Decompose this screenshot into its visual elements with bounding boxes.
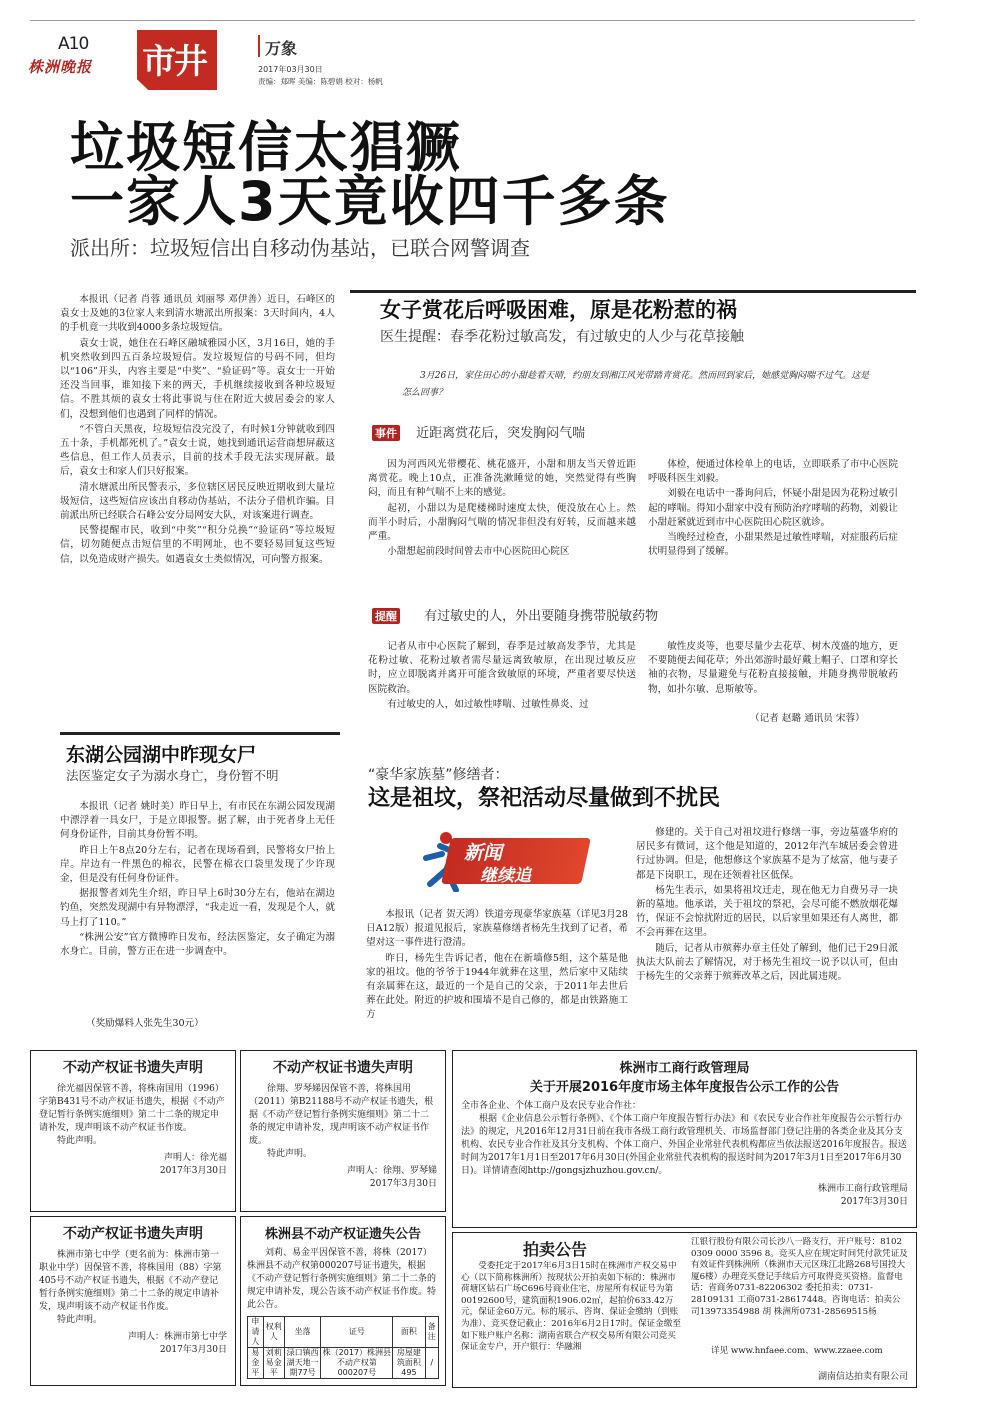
- pollen-col-4: [648, 640, 898, 712]
- tomb-kicker: “豪华家族墓”修缮者：: [368, 767, 509, 783]
- pollen-section-1-heading: 近距离赏花后，突发胸闷气喘: [416, 426, 586, 441]
- tomb-paragraph: 随后，记者从市殡葬办章主任处了解到，他们已于29日派执法大队前去了解情况，对于杨先生祖坟一说予以认可，但由于杨先生的父亲葬于殡葬改革之后，因此属违规。: [636, 942, 898, 983]
- lake-footer: （奖励爆料人张先生30元）: [86, 1018, 204, 1029]
- notice-end: 特此声明。: [267, 1149, 313, 1159]
- table-cell: /: [425, 1348, 438, 1379]
- pollen-paragraph: 因为河西风光带樱花、桃花盛开，小甜和朋友当天曾近距离赏花。晚上10点，正准备洗漱睡觉的她，突然觉得有些胸闷，而且有种气喘不上来的感觉。: [368, 459, 636, 499]
- table-header: 坐落: [284, 1317, 321, 1348]
- lake-paragraph: 昨日上午8点20分左右，记者在现场看到，民警将女尸抬上岸。岸边有一件黑色的棉衣，民警在棉衣口袋里发现了少许现金，但是没有任何身份证件。: [60, 844, 335, 885]
- aic-salute: 全市各企业、个体工商户及农民专业合作社：: [461, 1101, 642, 1111]
- pollen-paragraph: 有过敏史的人，如过敏性哮喘、过敏性鼻炎、过: [387, 698, 589, 710]
- auction-left: 受委托定于2017年6月3日15时在株洲市产权交易中心（以下简称株洲所）按现状公开拍卖如下标的：株洲市荷塘区钻石广场C696号商业住宅，房屋所有权证号为第00192600号，建筑面积1906.02㎡，起拍价633.42万元，保证金60万元。标的展示、咨询、保证金缴纳（到账为准）、竞买登记截止：2016年6月2日17时。保证金缴至如下账户账户名称：湖南省联合产权交易所有限公司竞买保证金专户，开户银行：华融湘: [461, 1261, 681, 1353]
- auction-title: 拍卖公告: [523, 1240, 588, 1259]
- pollen-paragraph: 当晚经过检查，小甜果然是过敏性哮喘，对症服药后症状明显得到了缓解。: [648, 532, 898, 558]
- notice-loss-2: [240, 1050, 446, 1212]
- notice-title: 不动产权证书遗失声明: [273, 1060, 413, 1076]
- lake-paragraph: “株洲公安”官方微博昨日发布，经法医鉴定，女子确定为溺水身亡。目前，警方正在进一步调查中。: [60, 931, 335, 958]
- lead-paragraph: 清水塘派出所民警表示，多位辖区居民反映近期收到大量垃圾短信，这些短信应该出自移动伪基站，不法分子借机诈骗。目前派出所已经联合石峰公安分局网安大队，对该案进行调查。: [60, 481, 335, 522]
- tomb-paragraph: 修建的。关于自己对祖坟进行修缮一事，旁边墓盛华府的居民多有微词，这个他是知道的，2012年汽车城居委会曾进行过协调。但是，他想修这个家族墓不是为了炫富，他与妻子都是下岗职工，现在还领着社区低保。: [636, 827, 898, 881]
- pollen-paragraph: 记者从市中心医院了解到，春季是过敏高发季节，尤其是花粉过敏、花粉过敏者需尽量远离致敏原，在出现过敏反应时，应立即脱离并离开可能含致敏原的环境，严重者要尽快送医院救治。: [368, 641, 636, 695]
- auction-sites: 详见 www.hnfaee.com、www.zzaee.com: [711, 1346, 883, 1356]
- table-header: 证号: [321, 1317, 393, 1348]
- table-cell: 渌口镇西湖天地一期77号: [284, 1348, 321, 1379]
- table-cell: 株（2017）株洲县不动产权第000207号: [322, 1348, 392, 1377]
- auction-notice: [452, 1232, 917, 1388]
- tomb-headline: 这是祖坟，祭祀活动尽量做到不扰民: [368, 786, 721, 811]
- notice-date: 2017年3月30日: [159, 1345, 227, 1355]
- pollen-paragraph: 体检，便通过体检单上的电话，立即联系了市中心医院呼吸科医生刘毅。: [648, 459, 898, 485]
- tomb-paragraph: 杨先生表示，如果将祖坟迁走，现在他无力自费另寻一块新的墓地。他承诺，关于祖坟的祭祀，会尽可能不燃放烟花爆竹，保证不会惊扰附近的居民，以后家里如果还有人离世，都不会再葬在这里。: [636, 884, 898, 939]
- lake-subheadline: 法医鉴定女子为溺水身亡，身份暂不明: [66, 768, 279, 783]
- staff-line: 责编：郑晖 美编：陈碧娟 校对：杨帆: [258, 77, 383, 86]
- aic-notice: [452, 1050, 917, 1228]
- table-cell: 易金平: [248, 1348, 264, 1379]
- notice-body: 徐翔、罗琴娣因保管不善，将株国用（2011）第B21188号不动产权证书遗失，根据《不动产登记暂行条例实施细则》第二十二条的规定申请补发，现声明该不动产权证书作废。: [249, 1084, 434, 1146]
- notice-signer: 声明人：徐光福: [163, 1153, 227, 1163]
- table-header: 备注: [425, 1317, 438, 1348]
- pollen-headline: 女子赏花后呼吸困难，原是花粉惹的祸: [380, 298, 737, 322]
- lead-paragraph: 本报讯（记者 肖蓉 通讯员 刘丽琴 邓伊善）近日，石峰区的袁女士及她的3位家人来到清水塘派出所报案：3天时间内，4人的手机竟一共收到4000多条垃圾短信。: [60, 294, 335, 334]
- pollen-col-1: [368, 458, 636, 588]
- table-header: 面积: [393, 1317, 425, 1348]
- lead-paragraph: 民警提醒市民，收到“中奖”“积分兑换”“验证码”等垃圾短信，切勿随便点击短信里的不明网址，也不要轻易回复这些短信，以免造成财产损失。如遇袁女士类似情况，可向警方报案。: [60, 525, 335, 565]
- lake-paragraph: 本报讯（记者 姚时美）昨日早上，有市民在东湖公园发现湖中漂浮着一具女尸，于是立即报警。据了解，由于死者身上无任何身份证件，目前其身份暂不明。: [60, 801, 335, 841]
- lead-paragraph: 袁女士说，她住在石峰区融城雅园小区，3月16日，她的手机突然收到四五百条垃圾短信。发垃圾短信的号码不同，但均以“106”开头，内容主要是“中奖”、“验证码”等。袁女士一开始还没当回事，谁知接下来的两天，手机继续接收到各种垃圾短信。不胜其烦的袁女士将此事说与住在附近大披居委会的家人们，没想到他们也遇到了同样的情况。: [60, 337, 335, 420]
- table-cell: 房屋建筑面积495: [393, 1348, 425, 1379]
- table-header: 权利人: [263, 1317, 284, 1348]
- aic-date: 2017年3月30日: [840, 1197, 908, 1207]
- notice-loss-3: [30, 1216, 236, 1386]
- lead-paragraph: “不管白天黑夜，垃圾短信没完没了，有时候1分钟就收到四五十条，手机都死机了。”袁女士说，她找到通讯运营商想屏蔽这些信息，但工作人员表示，目前的技术手段无法实现屏蔽。最后，袁女士和家人们只好报案。: [60, 423, 335, 478]
- paper-logo: 株洲晚报: [28, 58, 93, 76]
- pollen-intro: 3月26日，家住田心的小甜趁着天晴，约朋友到湘江风光带踏青赏花。然而回到家后，她感觉胸闷喘不过气。这是怎么回事？: [402, 371, 870, 398]
- notice-end: 特此声明。: [57, 1136, 103, 1146]
- reminder-tag: 提醒: [372, 608, 400, 624]
- notice-end: 特此声明。: [57, 1315, 103, 1325]
- aic-signer: 株洲市工商行政管理局: [817, 1184, 908, 1194]
- badge-line-1: 新闻: [464, 842, 503, 864]
- lead-headline-2: 一家人3天竟收四千多条: [70, 170, 670, 233]
- notice-signer: 声明人：株洲市第七中学: [127, 1332, 227, 1342]
- section-divider: [258, 35, 260, 57]
- section-title: 市井: [142, 42, 206, 82]
- pollen-paragraph: 起初，小甜以为是爬楼梯时速度太快，便没放在心上。然而半小时后，小甜胸闷气喘的情况非但没有好转，反而越来越严重。: [368, 502, 636, 543]
- badge-line-2: 继续追: [480, 866, 531, 886]
- aic-title: 关于开展2016年度市场主体年度报告公示工作的公告: [529, 1080, 840, 1095]
- notice-body: 刘莉、易金平因保管不善，将株（2017）株洲县不动产权第000207号证书遗失，根据《不动产登记暂行条例实施细则》第二十二条的规定申请补发，现公告该不动产权证书作废。特此公告。: [247, 1248, 437, 1310]
- notice-county: [240, 1216, 446, 1386]
- lead-subheadline: 派出所：垃圾短信出自移动伪基站，已联合网警调查: [70, 236, 530, 260]
- news-follow-badge: [416, 828, 586, 892]
- notice-body: 株洲市第七中学（更名前为：株洲市第一职业中学）因保管不善，将株国用（88）字第405号不动产权证书遗失，根据《不动产登记暂行条例实施细则》第二十二条的规定申请补发，现声明该不动产权证书作废。: [39, 1250, 222, 1312]
- table-cell: 刘莉 易金平: [263, 1348, 284, 1379]
- event-tag: 事件: [372, 425, 400, 441]
- auction-right: 江银行股份有限公司长沙八一路支行，开户账号：8102 0309 0000 3596 8。竞买人应在规定时间凭付款凭证及有效证件到株洲所（株洲市天元区珠江北路268号国投大厦6楼）办理竞买登记手续后方可取得竞买资格。监督电话：省商务0731-82206302 委托拍卖：0731-28109131 工商0731-28617448。咨询电话：拍卖公司13973354988 胡 株洲所0731-28569515杨: [691, 1237, 908, 1317]
- pollen-section-2-heading: 有过敏史的人，外出要随身携带脱敏药物: [424, 609, 659, 624]
- pollen-subheadline: 医生提醒：春季花粉过敏高发，有过敏史的人少与花草接触: [380, 329, 744, 345]
- lead-headline-1: 垃圾短信太猖獗: [70, 116, 462, 179]
- lake-paragraph: 据报警者刘先生介绍，昨日早上6时30分左右，他站在湖边钓鱼，突然发现湖中有异物漂浮，“我走近一看，发现是个人，就马上打了110。”: [60, 888, 335, 928]
- notice-title: 株洲县不动产权证遗失公告: [264, 1227, 421, 1242]
- aic-body: 根据《企业信息公示暂行条例》、《个体工商户年度报告暂行办法》和《农民专业合作社年度报告公示暂行办法》的规定，凡2016年12月31日前在我市各级工商行政管理机关、市场监督部门登记注册的各类企业及其分支机构、农民专业合作社及其分支机构、个体工商户、外国企业常驻代表机构都应当依法报送2016年度报告。报送时间为2017年1月1日至2017年6月30日(外国企业常驻代表机构的报送时间为2017年3月1日至2017年6月30日)。详情请查阅http://gongsjzhuzhou.gov.cn/。: [461, 1114, 907, 1176]
- lake-body: [60, 800, 335, 1012]
- auction-signer: 湖南信达拍卖有限公司: [817, 1372, 908, 1382]
- notice-loss-1: [30, 1050, 236, 1212]
- notice-title: 不动产权证书遗失声明: [63, 1226, 203, 1242]
- notice-date: 2017年3月30日: [369, 1179, 437, 1189]
- pollen-section-2: [372, 605, 658, 624]
- notice-body: 徐光福因保管不善，将株南国用（1996）字第B431号不动产权证书遗失，根据《不动产登记暂行条例实施细则》第二十二条的规定申请补发，现声明该不动产权证书作废。: [39, 1084, 225, 1133]
- notice-signer: 声明人：徐翔、罗琴娣: [346, 1166, 437, 1176]
- lake-headline: 东湖公园湖中昨现女尸: [66, 744, 257, 766]
- aic-org: 株洲市工商行政管理局: [619, 1061, 750, 1076]
- pollen-col-2: [648, 458, 898, 588]
- tomb-paragraph: 昨日，杨先生告诉记者，他在在新墙修5组，这个墓是他家的祖坟。他的爷爷于1944年就葬在这里，然后家中又陆续有亲属葬在这，最近的一个是自己的父亲，于2011年去世后葬在此处。附近的护坡和围墙不是自己修的，都是由铁路施工方: [366, 952, 628, 1021]
- tomb-col-2: [636, 826, 898, 1032]
- issue-date: 2017年03月30日: [258, 65, 323, 74]
- pollen-paragraph: 刘毅在电话中一番询问后，怀疑小甜是因为花粉过敏引起的哮喘。得知小甜家中没有预防治疗哮喘的药物，刘毅让小甜赶紧就近到市中心医院田心院区就诊。: [648, 488, 898, 528]
- notice-date: 2017年3月30日: [159, 1166, 227, 1176]
- pollen-col-3: [368, 640, 636, 726]
- pollen-byline: （记者 赵璐 通讯员 宋蓉）: [750, 713, 865, 724]
- tomb-paragraph: 本报讯（记者 贺天鸿）铁道旁现豪华家族墓（详见3月28日A12版）报道见报后，家族墓修缮者杨先生找到了记者，希望对这一事件进行澄清。: [366, 909, 628, 949]
- notice-title: 不动产权证书遗失声明: [63, 1060, 203, 1076]
- pollen-paragraph: 小甜想起前段时间曾去市中心医院田心院区: [387, 546, 570, 558]
- lead-body: [60, 293, 335, 673]
- pollen-section-1: [372, 422, 585, 441]
- tomb-col-1: [366, 908, 628, 1034]
- pollen-paragraph: 敏性皮炎等，也要尽量少去花草、树木茂盛的地方，更不要随便去闻花草；外出郊游时最好戴上帽子、口罩和穿长袖的衣物，尽量避免与花粉直接接触，并随身携带脱敏药物，如扑尔敏、息斯敏等。: [648, 641, 898, 695]
- subsection: 万象: [265, 39, 298, 58]
- county-table: [247, 1316, 439, 1379]
- page-number: A10: [58, 34, 89, 54]
- table-row: [248, 1348, 439, 1379]
- table-header: 申请人: [248, 1317, 264, 1348]
